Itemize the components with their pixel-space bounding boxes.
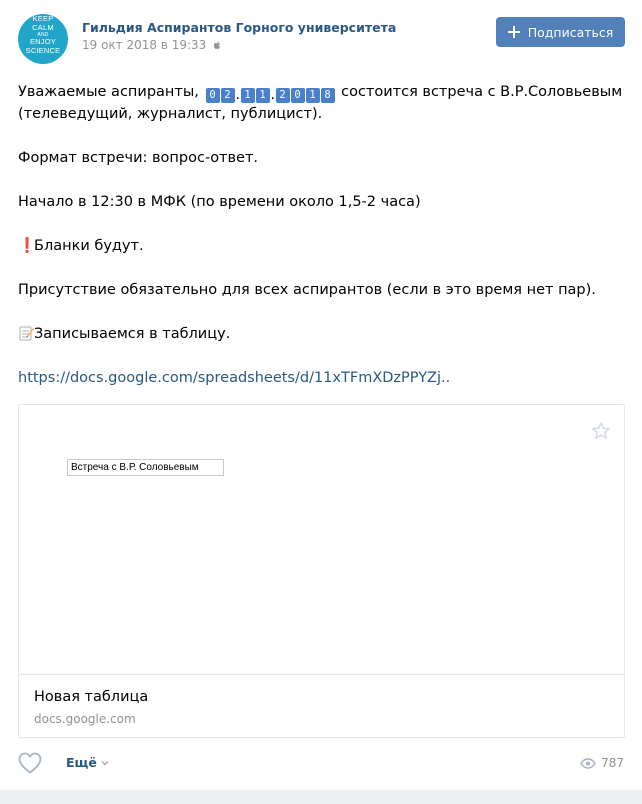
spreadsheet-cell: Встреча с В.Р. Соловьевым	[67, 459, 224, 476]
heart-icon[interactable]	[18, 752, 42, 774]
post-date[interactable]	[82, 38, 221, 52]
date-digit-badge: 8	[321, 88, 335, 103]
avatar-text-line: ENJOY	[29, 37, 56, 46]
date-digit-badge: 2	[221, 88, 235, 103]
group-name-link[interactable]: Гильдия Аспирантов Горного университета	[82, 20, 397, 35]
spreadsheet-link[interactable]: https://docs.google.com/spreadsheets/d/11xTFmXDzPPYZj..	[18, 370, 451, 386]
post-text-line-1	[18, 81, 628, 103]
date-separator: .	[270, 87, 275, 103]
post-text: состоится встреча с В.Р.Соловьевым	[336, 84, 623, 100]
group-avatar[interactable]	[18, 14, 68, 64]
post-signup	[18, 323, 628, 345]
more-label: Ещё	[66, 755, 97, 770]
avatar-text-line: AND	[37, 32, 49, 38]
date-digit-badge: 0	[291, 88, 305, 103]
plus-icon	[508, 26, 520, 38]
date-digit-badge: 1	[241, 88, 255, 103]
views-counter	[580, 756, 624, 770]
views-count: 787	[601, 756, 624, 770]
post-date-text: 19 окт 2018 в 19:33	[82, 38, 207, 52]
post-forms-text: Бланки будут.	[34, 238, 144, 254]
attachment-title[interactable]: Новая таблица	[34, 689, 149, 705]
post-text-line-2: (телеведущий, журналист, публицист).	[18, 106, 323, 122]
apple-icon	[213, 40, 221, 50]
subscribe-label: Подписаться	[527, 24, 614, 40]
post-signup-text: Записываемся в таблицу.	[34, 326, 231, 342]
memo-icon	[18, 325, 34, 341]
avatar-text-line: SCIENCE	[25, 45, 61, 55]
avatar-text-line: CALM	[32, 22, 54, 32]
post-start-time: Начало в 12:30 в МФК (по времени около 1,5-2 часа)	[18, 194, 421, 210]
post-attendance: Присутствие обязательно для всех аспирантов (если в это время нет пар).	[18, 282, 596, 298]
attachment-preview[interactable]	[19, 405, 624, 675]
chevron-down-icon	[101, 760, 109, 766]
avatar-text-line: KEEP	[32, 14, 54, 23]
eye-icon	[580, 758, 596, 769]
date-separator: .	[235, 87, 240, 103]
date-digits	[206, 88, 335, 103]
more-button[interactable]	[66, 755, 109, 770]
date-digit-badge: 2	[276, 88, 290, 103]
date-digit-badge: 1	[256, 88, 270, 103]
post-format: Формат встречи: вопрос-ответ.	[18, 150, 259, 166]
post-forms	[18, 235, 628, 257]
subscribe-button[interactable]	[496, 17, 625, 47]
feed-background	[0, 790, 642, 804]
attachment-domain: docs.google.com	[34, 712, 136, 726]
exclamation-icon: ❗	[18, 238, 37, 254]
link-attachment[interactable]	[18, 404, 625, 738]
star-icon[interactable]	[591, 421, 611, 441]
date-digit-badge: 0	[206, 88, 220, 103]
date-digit-badge: 1	[306, 88, 320, 103]
post-text: Уважаемые аспиранты,	[18, 84, 204, 100]
